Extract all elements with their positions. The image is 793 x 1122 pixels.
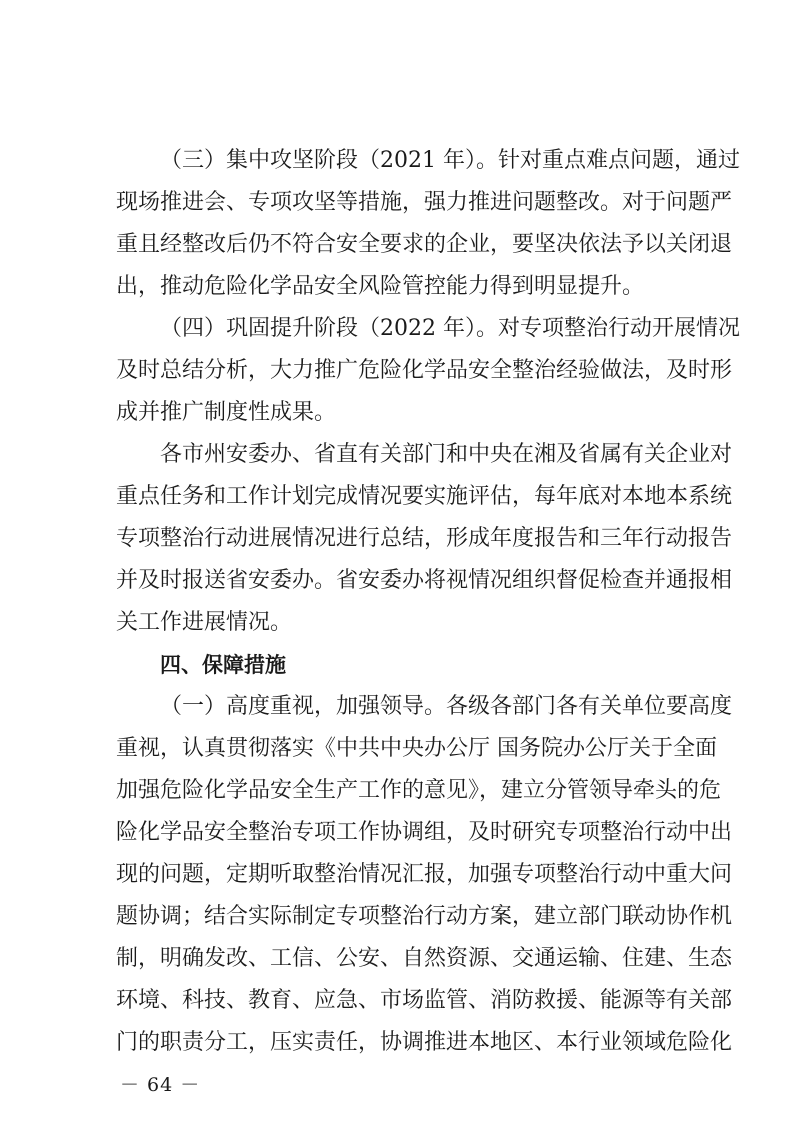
paragraph-line: 门的职责分工，压实责任，协调推进本地区、本行业领域危险化 (116, 1030, 733, 1055)
page-number: － 64 － (120, 1074, 201, 1096)
paragraph-line: 环境、科技、教育、应急、市场监管、消防救援、能源等有关部 (116, 988, 733, 1013)
paragraph-line: 现的问题，定期听取整治情况汇报，加强专项整治行动中重大问 (116, 862, 733, 887)
paragraph-line: 重且经整改后仍不符合安全要求的企业，要坚决依法予以关闭退 (116, 232, 733, 257)
paragraph-line: 制，明确发改、工信、公安、自然资源、交通运输、住建、生态 (116, 946, 733, 971)
paragraph-line: 并及时报送省安委办。省安委办将视情况组织督促检查并通报相 (116, 568, 733, 593)
paragraph-line: （一）高度重视，加强领导。各级各部门各有关单位要高度 (160, 694, 733, 719)
paragraph-line: 重点任务和工作计划完成情况要实施评估，每年底对本地本系统 (116, 484, 733, 509)
paragraph-line: 现场推进会、专项攻坚等措施，强力推进问题整改。对于问题严 (116, 190, 733, 215)
paragraph-line: 及时总结分析，大力推广危险化学品安全整治经验做法，及时形 (116, 358, 733, 383)
paragraph-line: 成并推广制度性成果。 (116, 400, 337, 425)
paragraph-line: （三）集中攻坚阶段（2021 年）。针对重点难点问题，通过 (160, 148, 740, 173)
paragraph-line: 出，推动危险化学品安全风险管控能力得到明显提升。 (116, 274, 645, 299)
paragraph-line: 重视，认真贯彻落实《中共中央办公厅 国务院办公厅关于全面 (116, 736, 717, 761)
paragraph-line: 加强危险化学品安全生产工作的意见》，建立分管领导牵头的危 (116, 778, 722, 803)
paragraph-line: 题协调；结合实际制定专项整治行动方案，建立部门联动协作机 (116, 904, 733, 929)
paragraph-line: 各市州安委办、省直有关部门和中央在湘及省属有关企业对 (160, 442, 733, 467)
paragraph-line: 关工作进展情况。 (116, 610, 293, 635)
paragraph-line: 险化学品安全整治专项工作协调组，及时研究专项整治行动中出 (116, 820, 733, 845)
paragraph-line: （四）巩固提升阶段（2022 年）。对专项整治行动开展情况 (160, 316, 740, 341)
section-heading: 四、保障措施 (160, 653, 286, 677)
paragraph-line: 专项整治行动进展情况进行总结，形成年度报告和三年行动报告 (116, 526, 733, 551)
